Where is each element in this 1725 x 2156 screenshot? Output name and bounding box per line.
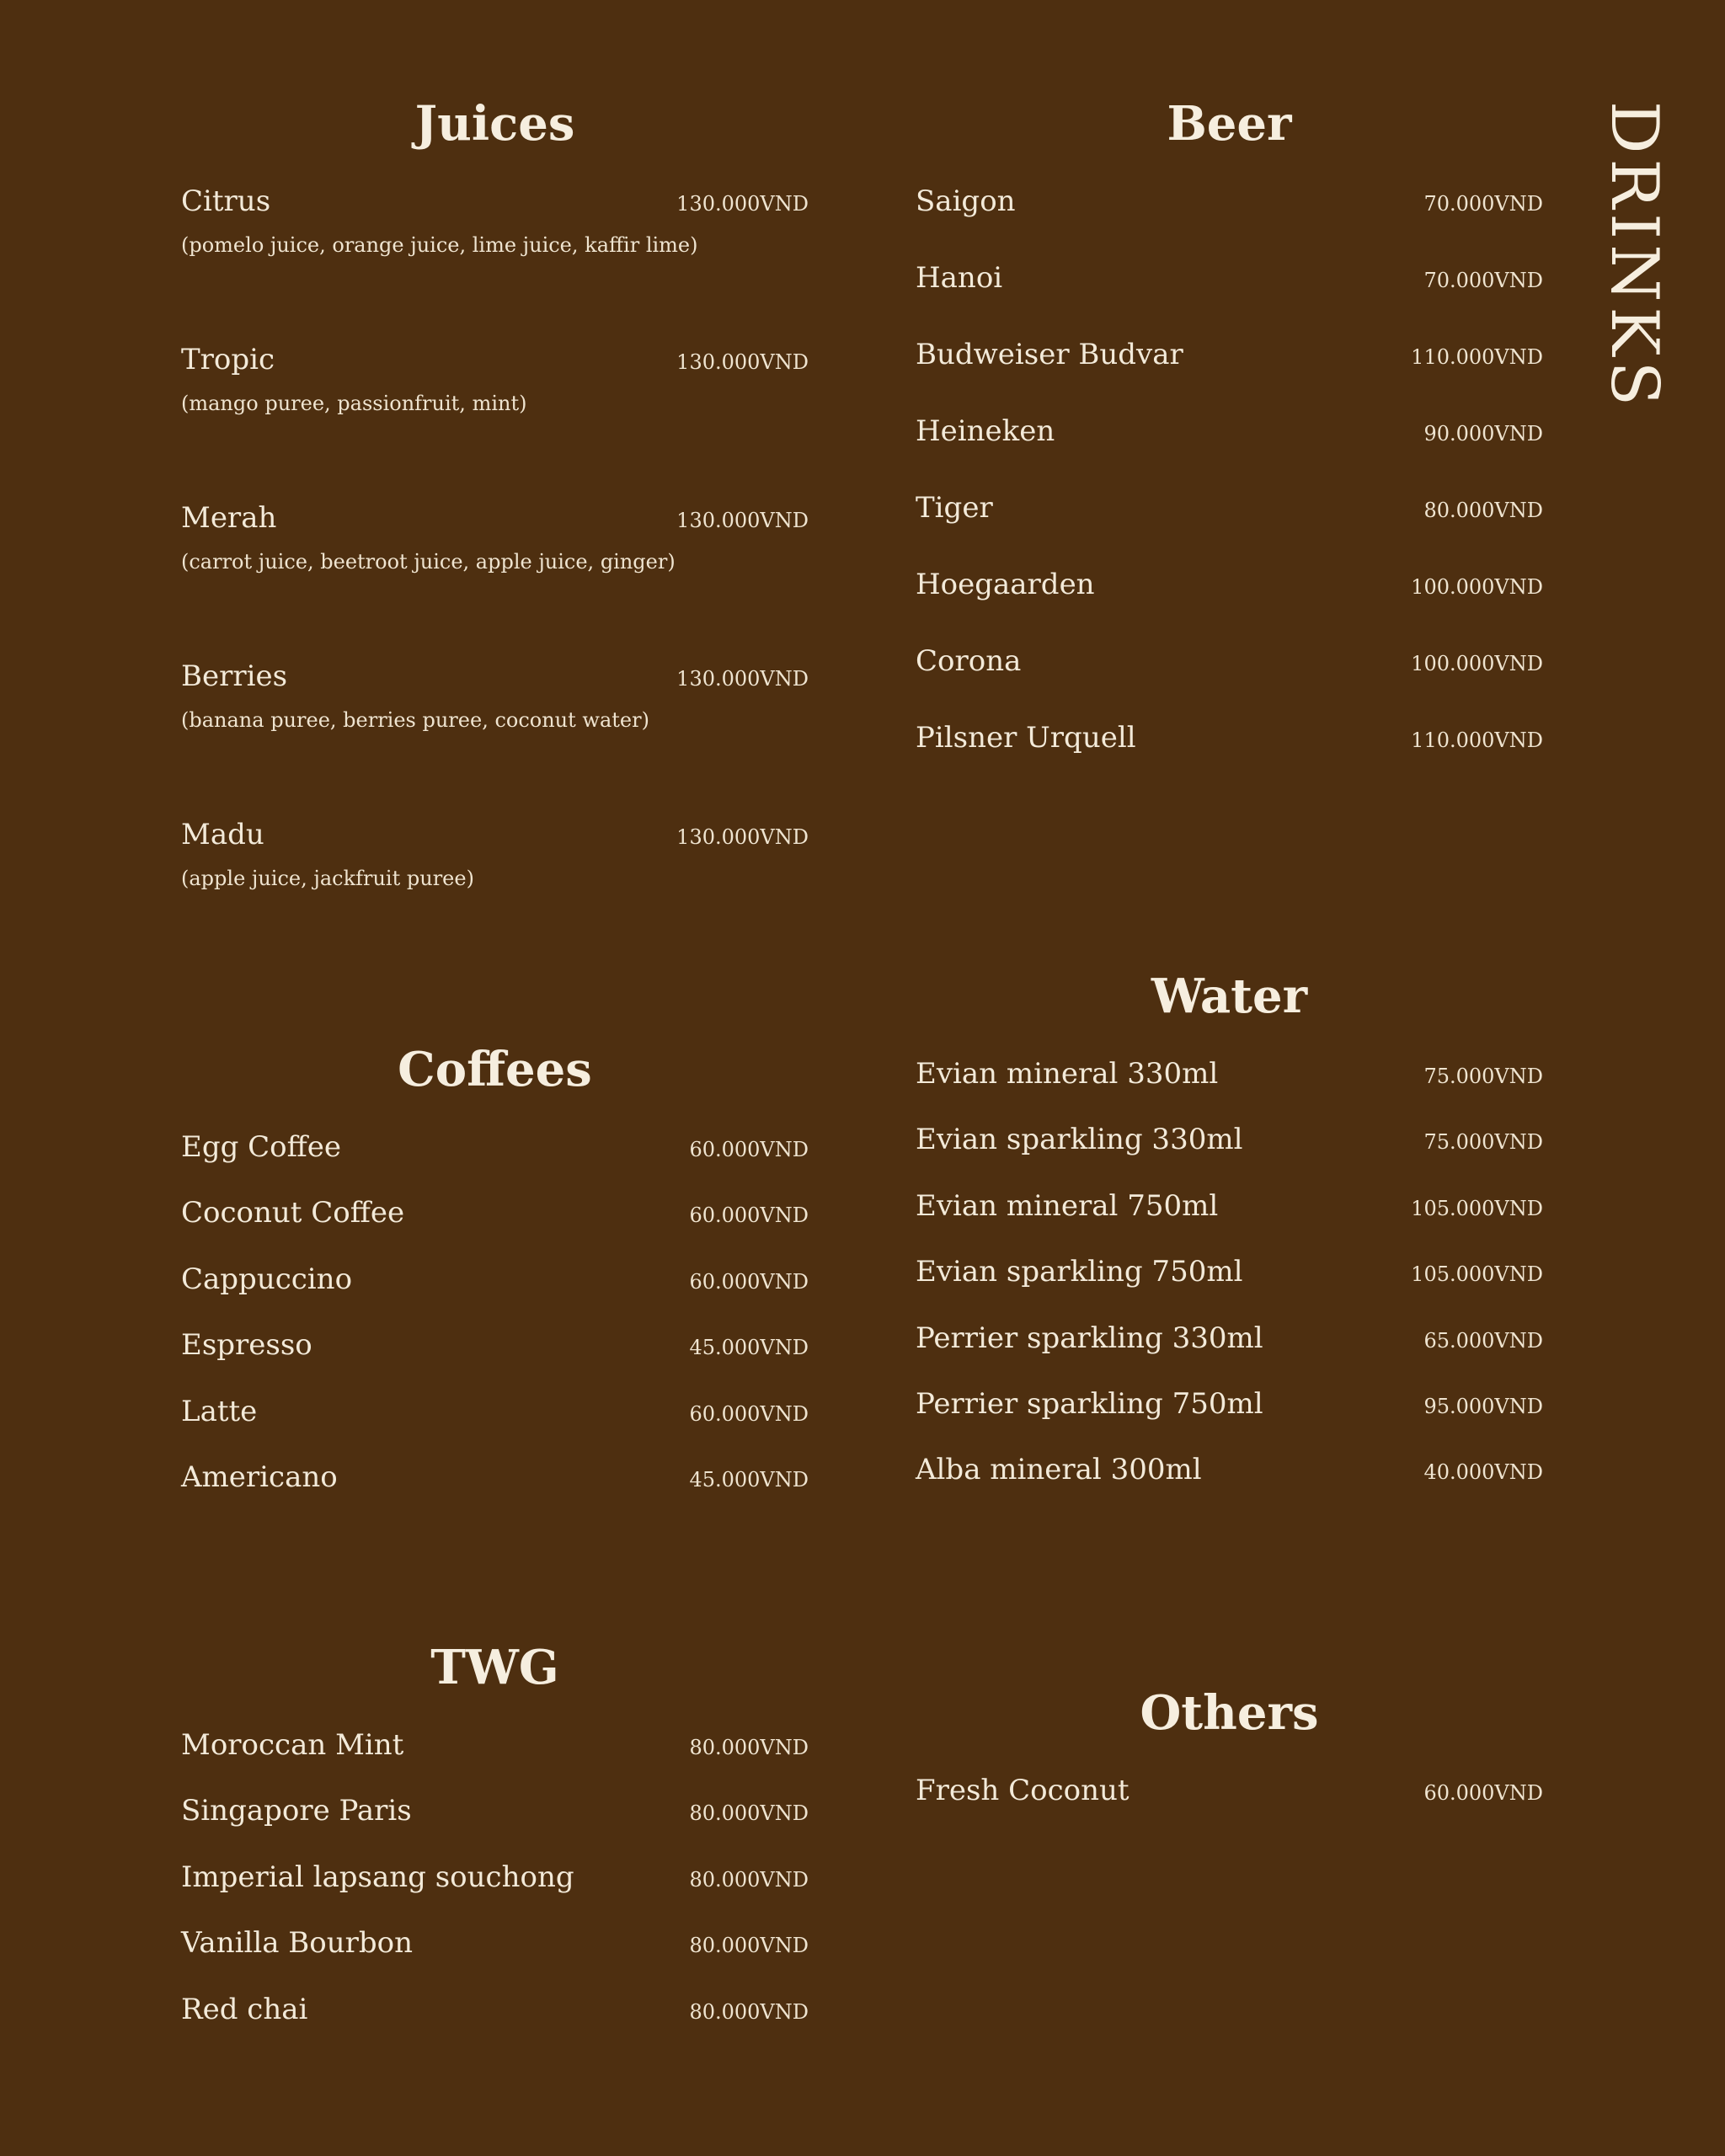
menu-item-row bbox=[181, 343, 809, 376]
menu-item-row bbox=[181, 1926, 809, 1960]
menu-item bbox=[181, 1130, 809, 1196]
menu-item-price: 80.000VND bbox=[689, 1867, 809, 1892]
menu-item-row bbox=[181, 1130, 809, 1164]
menu-item bbox=[181, 1460, 809, 1526]
menu-item bbox=[916, 568, 1543, 644]
water-item-list bbox=[916, 1057, 1543, 1519]
menu-item-price: 70.000VND bbox=[1423, 269, 1543, 292]
menu-item bbox=[181, 184, 809, 343]
menu-item-row bbox=[181, 818, 809, 851]
menu-item bbox=[916, 1774, 1543, 1839]
menu-item-price: 80.000VND bbox=[689, 1934, 809, 1958]
section-title-water: Water bbox=[1151, 969, 1308, 1024]
section-title-twg: TWG bbox=[430, 1640, 559, 1695]
menu-item-name: Merah bbox=[181, 501, 277, 535]
menu-item-row bbox=[181, 659, 809, 693]
menu-item bbox=[916, 1453, 1543, 1518]
menu-item-row bbox=[181, 1860, 809, 1894]
menu-item-price: 60.000VND bbox=[689, 1203, 809, 1228]
menu-item-name: Fresh Coconut bbox=[916, 1774, 1130, 1807]
menu-item-price: 100.000VND bbox=[1411, 575, 1543, 599]
section-juices bbox=[181, 97, 809, 976]
menu-item-row bbox=[181, 1460, 809, 1494]
menu-item-price: 60.000VND bbox=[1423, 1781, 1543, 1805]
menu-item-price: 60.000VND bbox=[689, 1269, 809, 1294]
menu-item-row bbox=[916, 338, 1543, 371]
menu-item-row bbox=[916, 644, 1543, 678]
menu-item-name: Americano bbox=[181, 1460, 338, 1494]
menu-item-name: Imperial lapsang souchong bbox=[181, 1860, 574, 1894]
menu-item-description: (pomelo juice, orange juice, lime juice, kaffir lime) bbox=[181, 233, 698, 257]
menu-item-price: 65.000VND bbox=[1423, 1328, 1543, 1353]
section-water bbox=[916, 969, 1543, 1519]
menu-item-name: Pilsner Urquell bbox=[916, 721, 1136, 755]
menu-item bbox=[916, 261, 1543, 338]
menu-item-name: Coconut Coffee bbox=[181, 1196, 405, 1230]
menu-item-price: 80.000VND bbox=[1423, 499, 1543, 522]
menu-vertical-title: DRINKS bbox=[1596, 101, 1672, 412]
menu-item-price: 110.000VND bbox=[1411, 728, 1543, 752]
menu-item bbox=[181, 1926, 809, 1992]
menu-item-name: Heineken bbox=[916, 414, 1055, 448]
menu-item-price: 105.000VND bbox=[1411, 1196, 1543, 1220]
menu-item-row bbox=[181, 1196, 809, 1230]
menu-item-price: 105.000VND bbox=[1411, 1262, 1543, 1287]
section-title-juices: Juices bbox=[414, 96, 575, 152]
menu-item-name: Evian sparkling 330ml bbox=[916, 1123, 1243, 1157]
menu-item-price: 100.000VND bbox=[1411, 652, 1543, 675]
menu-item-name: Corona bbox=[916, 644, 1022, 678]
menu-item bbox=[181, 818, 809, 976]
menu-item-price: 75.000VND bbox=[1423, 1130, 1543, 1155]
menu-item bbox=[916, 338, 1543, 414]
menu-item bbox=[916, 1321, 1543, 1387]
menu-item bbox=[181, 1262, 809, 1328]
menu-item-price: 80.000VND bbox=[689, 1736, 809, 1759]
menu-item bbox=[181, 1196, 809, 1262]
menu-item-name: Budweiser Budvar bbox=[916, 338, 1183, 371]
section-coffees bbox=[181, 1043, 809, 1526]
menu-item-name: Hanoi bbox=[916, 261, 1003, 295]
menu-item bbox=[181, 1328, 809, 1394]
menu-item-name: Singapore Paris bbox=[181, 1794, 412, 1828]
menu-item-price: 130.000VND bbox=[676, 350, 809, 374]
menu-item bbox=[181, 1993, 809, 2058]
menu-item bbox=[181, 659, 809, 818]
beer-item-list bbox=[916, 184, 1543, 798]
menu-item-name: Red chai bbox=[181, 1992, 308, 2026]
menu-item bbox=[181, 1794, 809, 1860]
menu-item-name: Evian mineral 330ml bbox=[916, 1057, 1219, 1091]
menu-item-price: 130.000VND bbox=[676, 192, 809, 216]
menu-item-price: 130.000VND bbox=[676, 509, 809, 532]
coffees-item-list bbox=[181, 1130, 809, 1526]
menu-item-price: 130.000VND bbox=[676, 667, 809, 691]
menu-item bbox=[916, 1189, 1543, 1255]
menu-item-name: Madu bbox=[181, 818, 264, 851]
menu-item-name: Cappuccino bbox=[181, 1262, 353, 1296]
menu-item-description: (apple juice, jackfruit puree) bbox=[181, 867, 474, 890]
section-others bbox=[916, 1686, 1543, 1839]
menu-item-price: 45.000VND bbox=[689, 1467, 809, 1492]
twg-item-list bbox=[181, 1728, 809, 2058]
menu-item-price: 40.000VND bbox=[1423, 1460, 1543, 1485]
menu-item-row bbox=[181, 501, 809, 535]
menu-item-price: 90.000VND bbox=[1423, 422, 1543, 446]
menu-item-row bbox=[916, 1057, 1543, 1091]
menu-item bbox=[916, 491, 1543, 568]
menu-item-row bbox=[916, 1453, 1543, 1486]
section-title-beer: Beer bbox=[1167, 96, 1292, 152]
menu-item-name: Espresso bbox=[181, 1328, 312, 1363]
menu-item-name: Egg Coffee bbox=[181, 1130, 342, 1164]
menu-item-row bbox=[916, 1774, 1543, 1807]
menu-item-row bbox=[181, 1262, 809, 1296]
menu-item-price: 75.000VND bbox=[1423, 1065, 1543, 1088]
menu-item bbox=[916, 184, 1543, 261]
menu-item-row bbox=[181, 1993, 809, 2026]
menu-item bbox=[181, 1728, 809, 1794]
menu-item bbox=[916, 721, 1543, 798]
section-title-coffees: Coffees bbox=[398, 1042, 592, 1097]
menu-item-name: Tropic bbox=[181, 343, 275, 376]
menu-item-name: Evian sparkling 750ml bbox=[916, 1255, 1243, 1289]
menu-item-row bbox=[181, 1794, 809, 1828]
menu-item-row bbox=[181, 184, 809, 218]
menu-item bbox=[181, 501, 809, 659]
others-item-list bbox=[916, 1774, 1543, 1839]
menu-item-row bbox=[916, 1321, 1543, 1355]
menu-item-row bbox=[916, 1123, 1543, 1156]
menu-item bbox=[916, 414, 1543, 491]
menu-item-row bbox=[916, 1189, 1543, 1223]
menu-item-description: (mango puree, passionfruit, mint) bbox=[181, 392, 527, 415]
menu-item-name: Evian mineral 750ml bbox=[916, 1188, 1219, 1223]
menu-item-name: Vanilla Bourbon bbox=[181, 1926, 414, 1961]
menu-item-name: Citrus bbox=[181, 184, 271, 218]
menu-item-name: Moroccan Mint bbox=[181, 1728, 404, 1762]
menu-item-name: Tiger bbox=[916, 491, 993, 525]
menu-item-price: 130.000VND bbox=[676, 825, 809, 849]
menu-item-description: (banana puree, berries puree, coconut water) bbox=[181, 708, 649, 732]
menu-item-row bbox=[916, 414, 1543, 448]
section-twg bbox=[181, 1641, 809, 2058]
menu-item bbox=[916, 644, 1543, 721]
section-title-others: Others bbox=[1140, 1685, 1319, 1741]
menu-item bbox=[916, 1123, 1543, 1188]
menu-item-name: Perrier sparkling 330ml bbox=[916, 1321, 1263, 1355]
menu-item-row bbox=[916, 1387, 1543, 1421]
menu-item bbox=[916, 1057, 1543, 1123]
menu-item-name: Alba mineral 300ml bbox=[916, 1453, 1202, 1487]
menu-item-name: Berries bbox=[181, 659, 288, 693]
menu-item-row bbox=[181, 1328, 809, 1362]
menu-item-row bbox=[181, 1395, 809, 1428]
menu-item-description: (carrot juice, beetroot juice, apple juice, ginger) bbox=[181, 550, 676, 574]
juices-item-list bbox=[181, 184, 809, 976]
menu-item-price: 95.000VND bbox=[1423, 1394, 1543, 1418]
menu-item-name: Latte bbox=[181, 1394, 258, 1428]
menu-item-row bbox=[916, 491, 1543, 525]
menu-item bbox=[916, 1387, 1543, 1453]
menu-item-price: 60.000VND bbox=[689, 1138, 809, 1161]
menu-item-row bbox=[916, 721, 1543, 755]
menu-item-row bbox=[916, 261, 1543, 295]
menu-item-row bbox=[916, 568, 1543, 601]
menu-item-price: 70.000VND bbox=[1423, 192, 1543, 216]
menu-item-price: 80.000VND bbox=[689, 1801, 809, 1826]
menu-item-price: 45.000VND bbox=[689, 1336, 809, 1360]
menu-item-name: Perrier sparkling 750ml bbox=[916, 1386, 1263, 1421]
menu-item bbox=[181, 1860, 809, 1926]
menu-item-name: Saigon bbox=[916, 184, 1016, 218]
menu-item-row bbox=[916, 184, 1543, 218]
menu-item-price: 110.000VND bbox=[1411, 345, 1543, 369]
menu-item-row bbox=[916, 1255, 1543, 1289]
menu-item bbox=[916, 1255, 1543, 1321]
menu-item bbox=[181, 1395, 809, 1460]
section-beer bbox=[916, 97, 1543, 798]
menu-item-name: Hoegaarden bbox=[916, 568, 1095, 601]
menu-item-price: 60.000VND bbox=[689, 1401, 809, 1426]
menu-item bbox=[181, 343, 809, 501]
menu-item-row bbox=[181, 1728, 809, 1762]
menu-item-price: 80.000VND bbox=[689, 1999, 809, 2024]
